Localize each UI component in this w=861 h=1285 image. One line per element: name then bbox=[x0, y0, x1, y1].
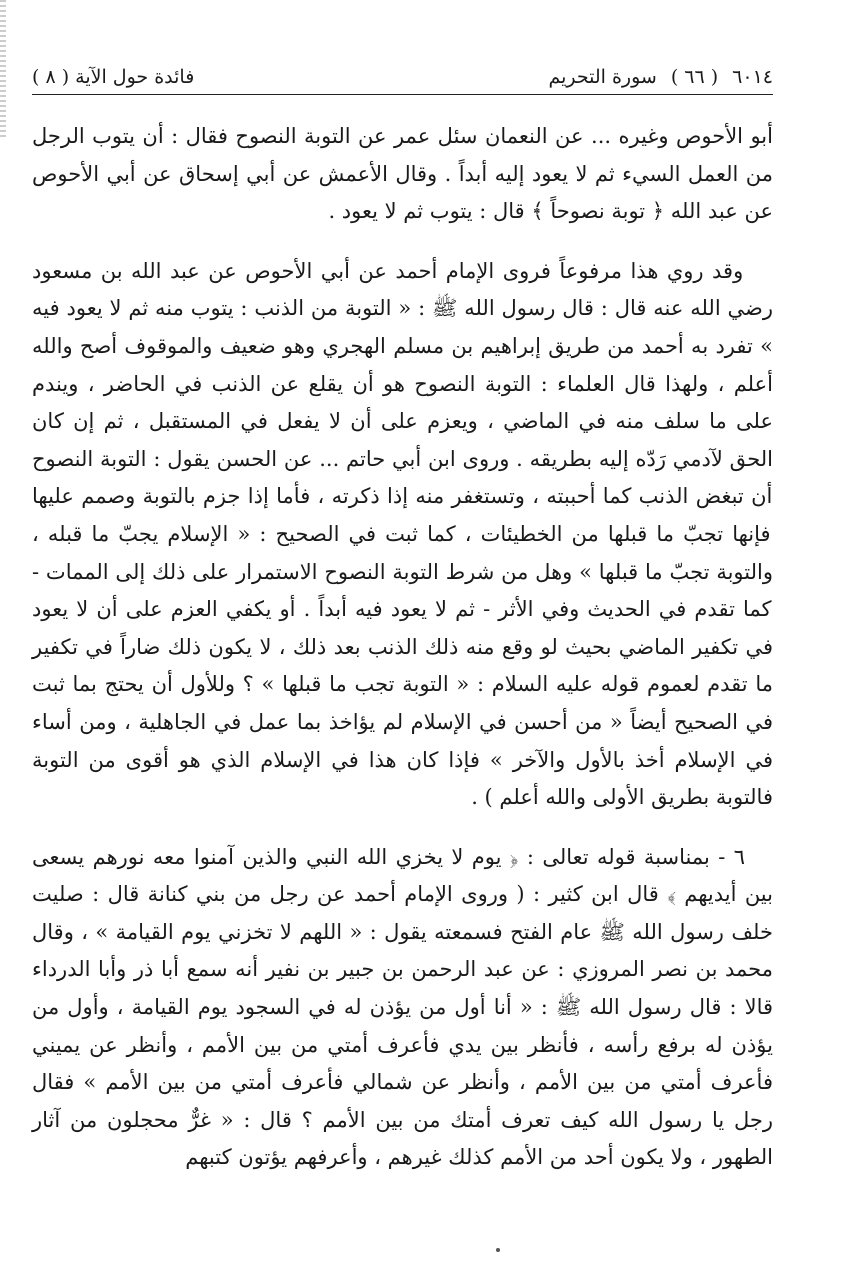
paragraph-2 bbox=[32, 253, 773, 817]
text-line: ٦ - بمناسبة قوله تعالى : ﴿ يوم لا يخزي الله النبي والذين آمنوا معه نورهم bbox=[84, 844, 745, 869]
text-line: - كما تقدم في الحديث وفي الأثر - ثم لا يعود فيه أبداً . أو يكفي العزم على أن لا يعود bbox=[32, 559, 772, 622]
body-text bbox=[32, 118, 773, 1177]
running-header bbox=[32, 58, 773, 88]
surah-name: سورة التحريم bbox=[548, 66, 657, 88]
paragraph-3 bbox=[32, 839, 773, 1177]
text-line: التوبة فالتوبة بطريق الأولى والله أعلم ) . bbox=[32, 747, 773, 810]
text-line: ويندم على ما سلف منه في الماضي ، ويعزم على أن لا يفعل في المستقبل ، ثم إن كان الحق bbox=[32, 371, 773, 471]
text-line: في تكفير الماضي بحيث لو وقع منه ذلك الذنب بعد ذلك ، لا يكون ذلك ضاراً في bbox=[78, 634, 773, 659]
text-line: رضي الله عنه قال : قال رسول الله ﷺ : « التوبة من الذنب : يتوب منه ثم لا يعود bbox=[59, 296, 773, 321]
surah-number: ( ٦٦ ) bbox=[670, 66, 719, 88]
text-line: وأنظر عن يميني فأعرف أمتي من بين الأمم ، وأنظر عن شمالي فأعرف أمتي من بين bbox=[32, 1032, 773, 1095]
text-line: يسعى بين أيديهم ﴾ قال ابن كثير : ( وروى الإمام أحمد عن رجل من بني كنانة قال : bbox=[32, 844, 773, 907]
text-line: والله أعلم ، ولهذا قال العلماء : التوبة النصوح هو أن يقلع عن الذنب في الحاضر ، bbox=[32, 333, 773, 396]
text-line: وقد روي هذا مرفوعاً فروى الإمام أحمد عن أبي الأحوص عن عبد الله بن مسعود bbox=[32, 258, 744, 283]
header-page-info bbox=[548, 66, 773, 88]
text-line: الرجل من العمل السيء ثم لا يعود إليه أبداً . وقال الأعمش عن أبي إسحاق عن أبي bbox=[32, 124, 773, 186]
text-line: الأحوص عن عبد الله ﴿ توبة نصوحاً ﴾ قال : يتوب ثم لا يعود . bbox=[32, 161, 773, 224]
paragraph-gap bbox=[32, 231, 773, 253]
page-edge-scan-marks bbox=[0, 0, 6, 140]
text-line: تكفير ما تقدم لعموم قوله عليه السلام : « التوبة تجب ما قبلها » ؟ وللأول أن يحتج bbox=[32, 634, 773, 697]
text-line: أساء في الإسلام أخذ بالأول والآخر » فإذا كان هذا في الإسلام الذي هو أقوى من bbox=[32, 709, 773, 772]
text-line: القيامة ، وأول من يؤذن له برفع رأسه ، فأنظر بين يدي فأعرف أمتي من بين الأمم ، bbox=[32, 995, 773, 1057]
text-line: فيه » تفرد به أحمد من طريق إبراهيم بن مسلم الهجري وهو ضعيف والموقوف أصح bbox=[32, 296, 773, 358]
text-line: أبو الأحوص وغيره ... عن النعمان سئل عمر عن التوبة النصوح فقال : أن يتوب bbox=[84, 124, 773, 148]
text-line: تبغض الذنب كما أحببته ، وتستغفر منه إذا ذكرته ، فأما إذا جزم بالتوبة وصمم عليها bbox=[32, 484, 744, 509]
text-line: والتوبة تجبّ ما قبلها » وهل من شرط التوبة النصوح الاستمرار على ذلك إلى الممات bbox=[39, 559, 773, 584]
text-line: الأمم » فقال رجل يا رسول الله كيف تعرف أمتك من بين الأمم ؟ قال : « غرٌّ محجلون bbox=[32, 1070, 773, 1132]
paragraph-gap bbox=[32, 817, 773, 839]
paragraph-1 bbox=[32, 118, 773, 231]
header-rule bbox=[32, 94, 773, 95]
section-title: فائدة حول الآية ( ٨ ) bbox=[32, 66, 195, 88]
page-mark-dot bbox=[496, 1248, 500, 1252]
text-line: بما ثبت في الصحيح أيضاً « من أحسن في الإسلام لم يؤاخذ بما عمل في الجاهلية ، ومن bbox=[32, 672, 773, 734]
text-line: لآدمي رَدّه إليه بطريقه . وروى ابن أبي حاتم ... عن الحسن يقول : التوبة النصوح أن bbox=[32, 446, 773, 509]
text-line: فإنها تجبّ ما قبلها من الخطيئات ، كما ثبت في الصحيح : « الإسلام يجبّ ما قبله ، bbox=[32, 521, 771, 546]
text-line: أبا ذر وأبا الدرداء قالا : قال رسول الله ﷺ : « أنا أول من يؤذن له في السجود يوم bbox=[32, 957, 773, 1020]
text-line: صليت خلف رسول الله ﷺ عام الفتح فسمعته يقول : « اللهم لا تخزني يوم bbox=[32, 882, 773, 944]
text-line: القيامة » ، وقال محمد بن نصر المروزي : عن عبد الرحمن بن جبير بن نفير أنه سمع bbox=[32, 919, 773, 982]
text-line: من آثار الطهور ، ولا يكون أحد من الأمم كذلك غيرهم ، وأعرفهم يؤتون كتبهم bbox=[32, 1107, 773, 1170]
page-number: ٦٠١٤ bbox=[732, 66, 773, 88]
